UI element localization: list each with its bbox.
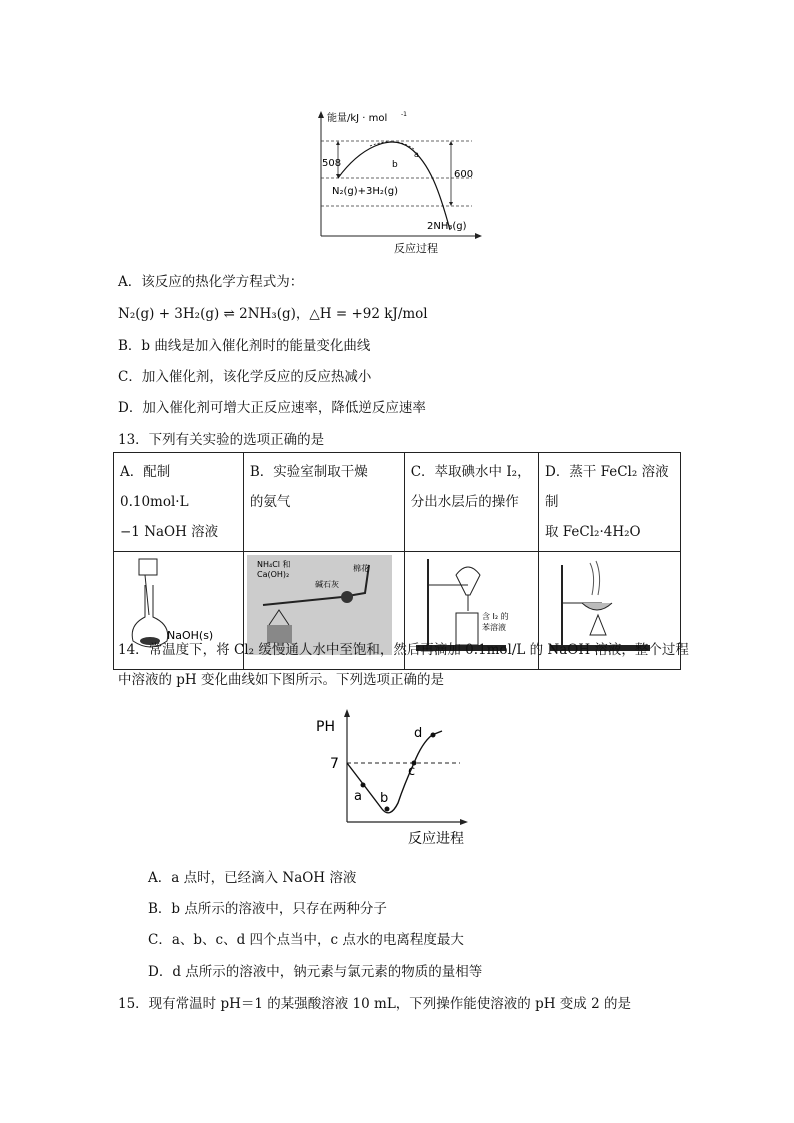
ph-tick-7: 7 xyxy=(330,756,339,772)
ph-ylabel: PH xyxy=(316,719,335,735)
q14-stem-line2: 中溶液的 pH 变化曲线如下图所示。下列选项正确的是 xyxy=(118,672,444,688)
ph-point-b: b xyxy=(380,791,389,806)
svg-text:NaOH(s): NaOH(s) xyxy=(167,629,214,642)
curve-a-label: a xyxy=(414,150,419,159)
products-label: 2NH₃(g) xyxy=(427,221,467,232)
q14-option-b: B．b 点所示的溶液中，只存在两种分子 xyxy=(148,901,387,917)
svg-text:含 I₂ 的: 含 I₂ 的 xyxy=(481,612,509,621)
svg-text:碱石灰: 碱石灰 xyxy=(314,580,339,589)
ph-xlabel: 反应进程 xyxy=(408,831,464,847)
q14-option-c: C．a、b、c、d 四个点当中，c 点水的电离程度最大 xyxy=(148,932,464,948)
q12-option-d: D．加入催化剂可增大正反应速率，降低逆反应速率 xyxy=(118,400,426,416)
cell-a: A．配制 0.10mol·L −1 NaOH 溶液 xyxy=(114,453,244,552)
q14-option-a: A．a 点时，已经滴入 NaOH 溶液 xyxy=(148,870,357,886)
energy-xlabel: 反应过程 xyxy=(394,242,438,255)
q12-option-a-equation: N₂(g) + 3H₂(g) ⇌ 2NH₃(g)，△H = +92 kJ/mol xyxy=(118,306,428,322)
q13-stem: 13．下列有关实验的选项正确的是 xyxy=(118,432,325,448)
svg-text:Ca(OH)₂: Ca(OH)₂ xyxy=(256,570,290,579)
q14-option-d: D．d 点所示的溶液中，钠元素与氯元素的物质的量相等 xyxy=(148,964,483,980)
svg-text:苯溶液: 苯溶液 xyxy=(481,623,506,632)
label-600: 600 xyxy=(454,169,474,180)
q15-stem: 15．现有常温时 pH＝1 的某强酸溶液 10 mL，下列操作能使溶液的 pH 变成 2 的是 xyxy=(118,996,631,1012)
cell-c: C．萃取碘水中 I₂， 分出水层后的操作 xyxy=(404,453,538,552)
cell-d: D．蒸干 FeCl₂ 溶液制 取 FeCl₂·4H₂O xyxy=(539,453,681,552)
energy-diagram xyxy=(310,108,490,258)
svg-text:NH₄Cl 和: NH₄Cl 和 xyxy=(256,560,291,569)
label-508: 508 xyxy=(322,158,342,169)
q14-stem-line1: 14．常温度下，将 Cl₂ 缓慢通人水中至饱和，然后再滴加 0.1mol/L 的 NaOH 溶液，整个过程 xyxy=(118,642,689,658)
svg-text:棉花: 棉花 xyxy=(352,564,369,573)
energy-ylabel: 能量/kJ · mol xyxy=(327,113,388,124)
curve-b-label: b xyxy=(392,160,398,170)
q12-option-c: C．加入催化剂，该化学反应的反应热减小 xyxy=(118,369,372,385)
ph-chart xyxy=(310,705,490,850)
cell-b: B．实验室制取干燥 的氨气 xyxy=(243,453,404,552)
reactants-label: N₂(g)+3H₂(g) xyxy=(332,186,399,197)
svg-text:-1: -1 xyxy=(401,111,407,118)
ph-point-c: c xyxy=(408,764,416,779)
ph-point-a: a xyxy=(354,789,362,804)
ph-point-d: d xyxy=(414,726,423,741)
q12-option-b: B．b 曲线是加入催化剂时的能量变化曲线 xyxy=(118,338,371,354)
q12-option-a-intro: A．该反应的热化学方程式为： xyxy=(118,274,304,290)
